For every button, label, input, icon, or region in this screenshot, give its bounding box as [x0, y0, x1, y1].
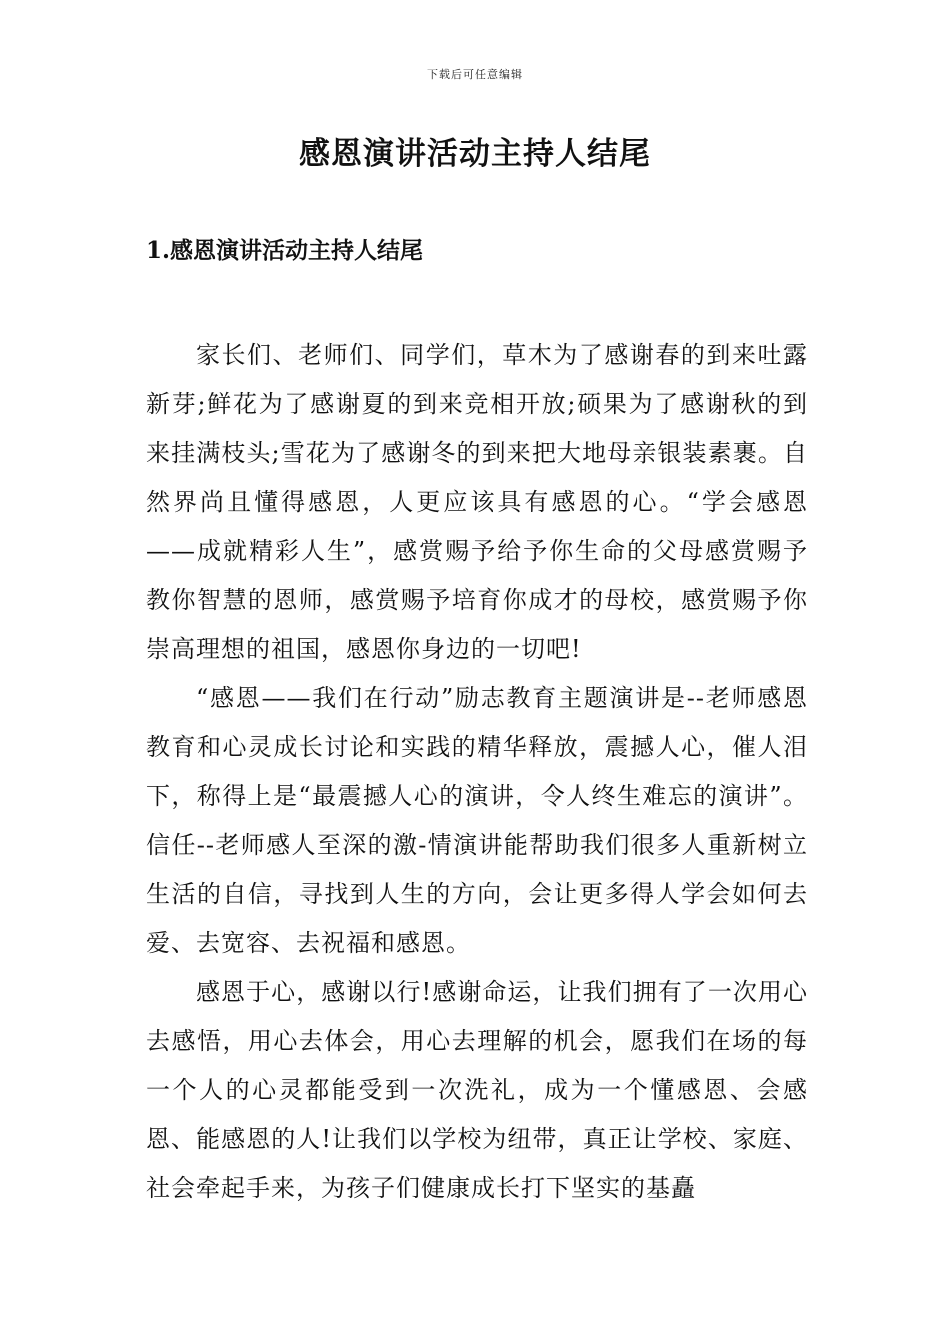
- paragraph: “感恩——我们在行动”励志教育主题演讲是--老师感恩教育和心灵成长讨论和实践的精华释放，震撼人心，催人泪下，称得上是“最震撼人心的演讲，令人终生难忘的演讲”。信任--老师感人至深的激-情演讲能帮助我们很多人重新树立生活的自信，寻找到人生的方向，会让更多得人学会如何去爱、去宽容、去祝福和感恩。: [146, 684, 808, 957]
- section-heading: 1.感恩演讲活动主持人结尾: [146, 237, 424, 264]
- body-text: [146, 331, 808, 1213]
- paragraph: 感恩于心，感谢以行!感谢命运，让我们拥有了一次用心去感悟，用心去体会，用心去理解的机会，愿我们在场的每一个人的心灵都能受到一次洗礼，成为一个懂感恩、会感恩、能感恩的人!让我们以学校为纽带，真正让学校、家庭、社会牵起手来，为孩子们健康成长打下坚实的基矗: [146, 978, 808, 1202]
- document-title: 感恩演讲活动主持人结尾: [299, 136, 651, 172]
- paragraph: 家长们、老师们、同学们，草木为了感谢春的到来吐露新芽;鲜花为了感谢夏的到来竞相开放;硕果为了感谢秋的到来挂满枝头;雪花为了感谢冬的到来把大地母亲银装素裹。自然界尚且懂得感恩，人更应该具有感恩的心。“学会感恩——成就精彩人生”，感赏赐予给予你生命的父母感赏赐予教你智慧的恩师，感赏赐予培育你成才的母校，感赏赐予你崇高理想的祖国，感恩你身边的一切吧!: [146, 341, 808, 663]
- header-note: 下载后可任意编辑: [427, 68, 523, 81]
